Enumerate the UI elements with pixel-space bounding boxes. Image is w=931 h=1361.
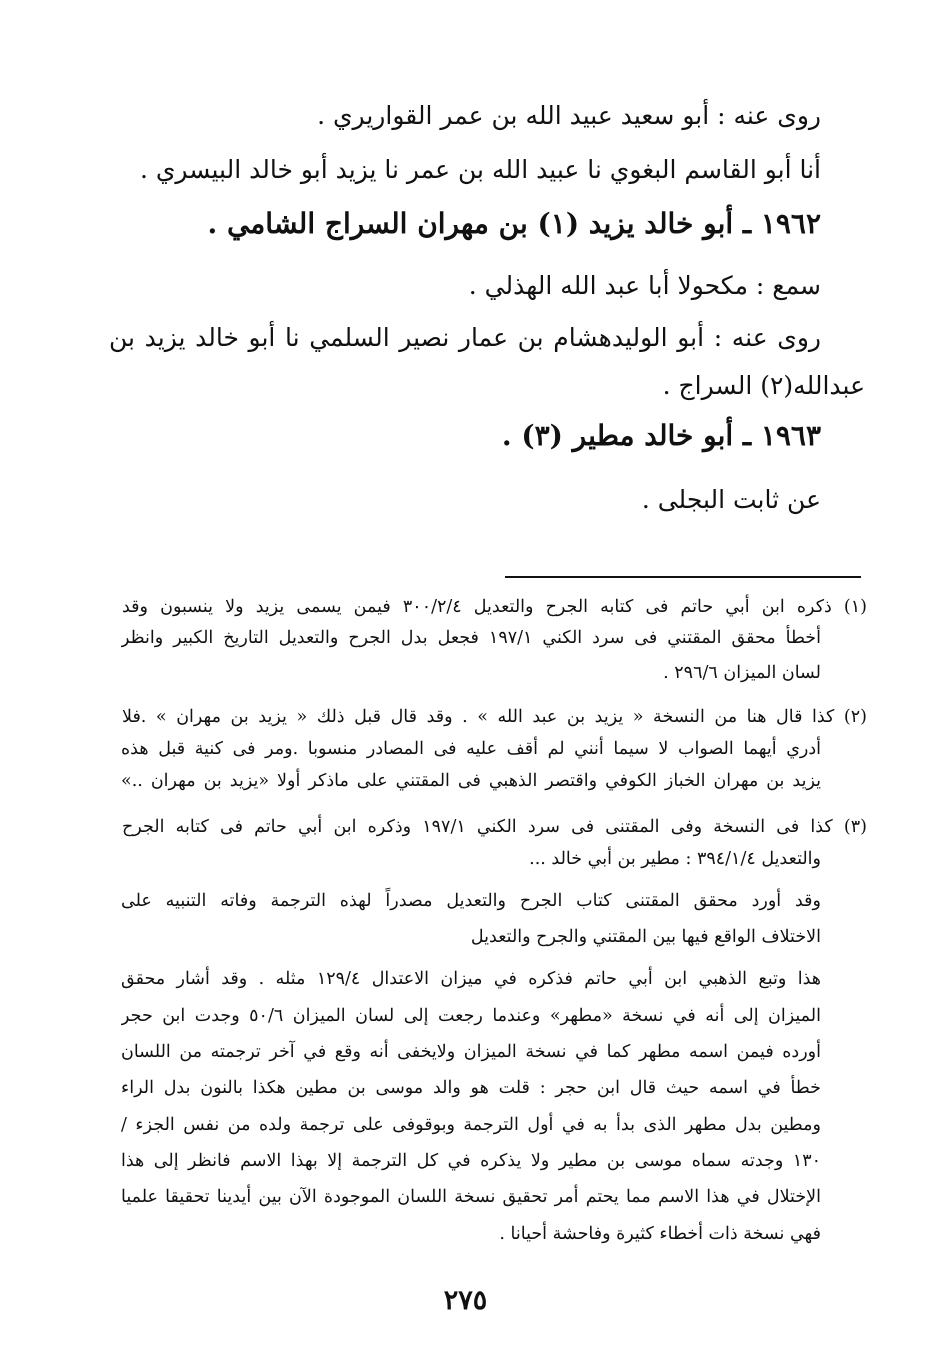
main-line-8: عن ثابت البجلى . bbox=[641, 485, 821, 514]
footnote-3-line-1: (٣) كذا فى النسخة وفى المقتنى فى سرد الكني ١٩٧/١ وذكره ابن أبي حاتم فى كتابه الجرح bbox=[122, 817, 867, 837]
footnote-1-line-2: أخطأ محقق المقتني فى سرد الكني ١٩٧/١ فجعل بدل الجرح والتعديل التاريخ الكبير وانظر bbox=[121, 628, 821, 648]
entry-1962-heading: ١٩٦٢ ـ أبو خالد يزيد (١) بن مهران السراج الشامي . bbox=[207, 207, 821, 240]
main-line-1: روى عنه : أبو سعيد عبيد الله بن عمر القواريري . bbox=[317, 101, 821, 130]
footnote-3-line-8: خطأ في اسمه حيث قال ابن حجر : قلت هو والد موسى بن مطين هكذا بالنون بدل الراء bbox=[121, 1078, 821, 1098]
footnote-3-line-4: الاختلاف الواقع فيها بين المقتني والجرح والتعديل bbox=[470, 927, 821, 947]
footnote-separator bbox=[505, 576, 861, 578]
footnote-3-line-7: أورده فيمن اسمه مطهر كما في نسخة الميزان ولايخفى أنه وقع في آخر ترجمته من اللسان bbox=[121, 1042, 821, 1062]
main-line-5: روى عنه : أبو الوليدهشام بن عمار نصير السلمي نا أبو خالد يزيد بن bbox=[109, 323, 821, 352]
main-line-2: أنا أبو القاسم البغوي نا عبيد الله بن عمر نا يزيد أبو خالد البيسري . bbox=[139, 155, 821, 184]
footnote-2-line-2: أدري أيهما الصواب لا سيما أنني لم أقف عليه فى المصادر منسوبا .ومر فى كنية قبل هذه bbox=[121, 739, 821, 759]
footnote-2-line-3: يزيد بن مهران الخباز الكوفي واقتصر الذهبي فى المقتني على ماذكر أولا «يزيد بن مهران ..» bbox=[121, 771, 821, 791]
footnote-2-line-1: (٢) كذا قال هنا من النسخة « يزيد بن عبد الله » . وقد قال قبل ذلك « يزيد بن مهران » .فلا bbox=[122, 707, 867, 727]
footnote-3-line-12: فهي نسخة ذات أخطاء كثيرة وفاحشة أحيانا . bbox=[499, 1224, 821, 1244]
main-line-4: سمع : مكحولا أبا عبد الله الهذلي . bbox=[468, 271, 821, 300]
footnote-3-line-3: وقد أورد محقق المقتنى كتاب الجرح والتعديل مصدراً لهذه الترجمة وفاته التنبيه على bbox=[121, 891, 821, 911]
page-number: ٢٧٥ bbox=[443, 1285, 488, 1316]
footnote-3-line-9: ومطين بدل مطهر الذى بدأ به في أول الترجمة وبوقوفى على ترجمة ولده من نفس الجزء / bbox=[121, 1115, 821, 1135]
entry-1963-heading: ١٩٦٣ ـ أبو خالد مطير (٣) . bbox=[501, 419, 821, 452]
footnote-3-line-6: الميزان إلى أنه في نسخة «مطهر» وعندما رجعت إلى لسان الميزان ٥٠/٦ وجدت ابن حجر bbox=[121, 1006, 821, 1026]
footnote-3-line-10: ١٣٠ وجدته سماه موسى بن مطير ولا يذكره في كل الترجمة إلا بهذا الاسم فانظر إلى هذا bbox=[121, 1151, 821, 1171]
footnote-3-line-5: هذا وتبع الذهبي ابن أبي حاتم فذكره في ميزان الاعتدال ١٢٩/٤ مثله . وقد أشار محقق bbox=[121, 969, 821, 989]
footnote-1-line-3: لسان الميزان ٢٩٦/٦ . bbox=[663, 663, 821, 683]
footnote-3-line-11: الإختلال في هذا الاسم مما يحتم أمر تحقيق نسخة اللسان الموجودة الآن بين أيدينا تحقيقا علميا bbox=[121, 1187, 821, 1207]
footnote-1-line-1: (١) ذكره ابن أبي حاتم فى كتابه الجرح والتعديل ٣٠٠/٢/٤ فيمن يسمى يزيد ولا ينسبون وقد bbox=[122, 597, 867, 617]
main-line-6: عبدالله(٢) السراج . bbox=[662, 371, 865, 400]
footnote-3-line-2: والتعديل ٣٩٤/١/٤ : مطير بن أبي خالد ... bbox=[529, 849, 821, 869]
